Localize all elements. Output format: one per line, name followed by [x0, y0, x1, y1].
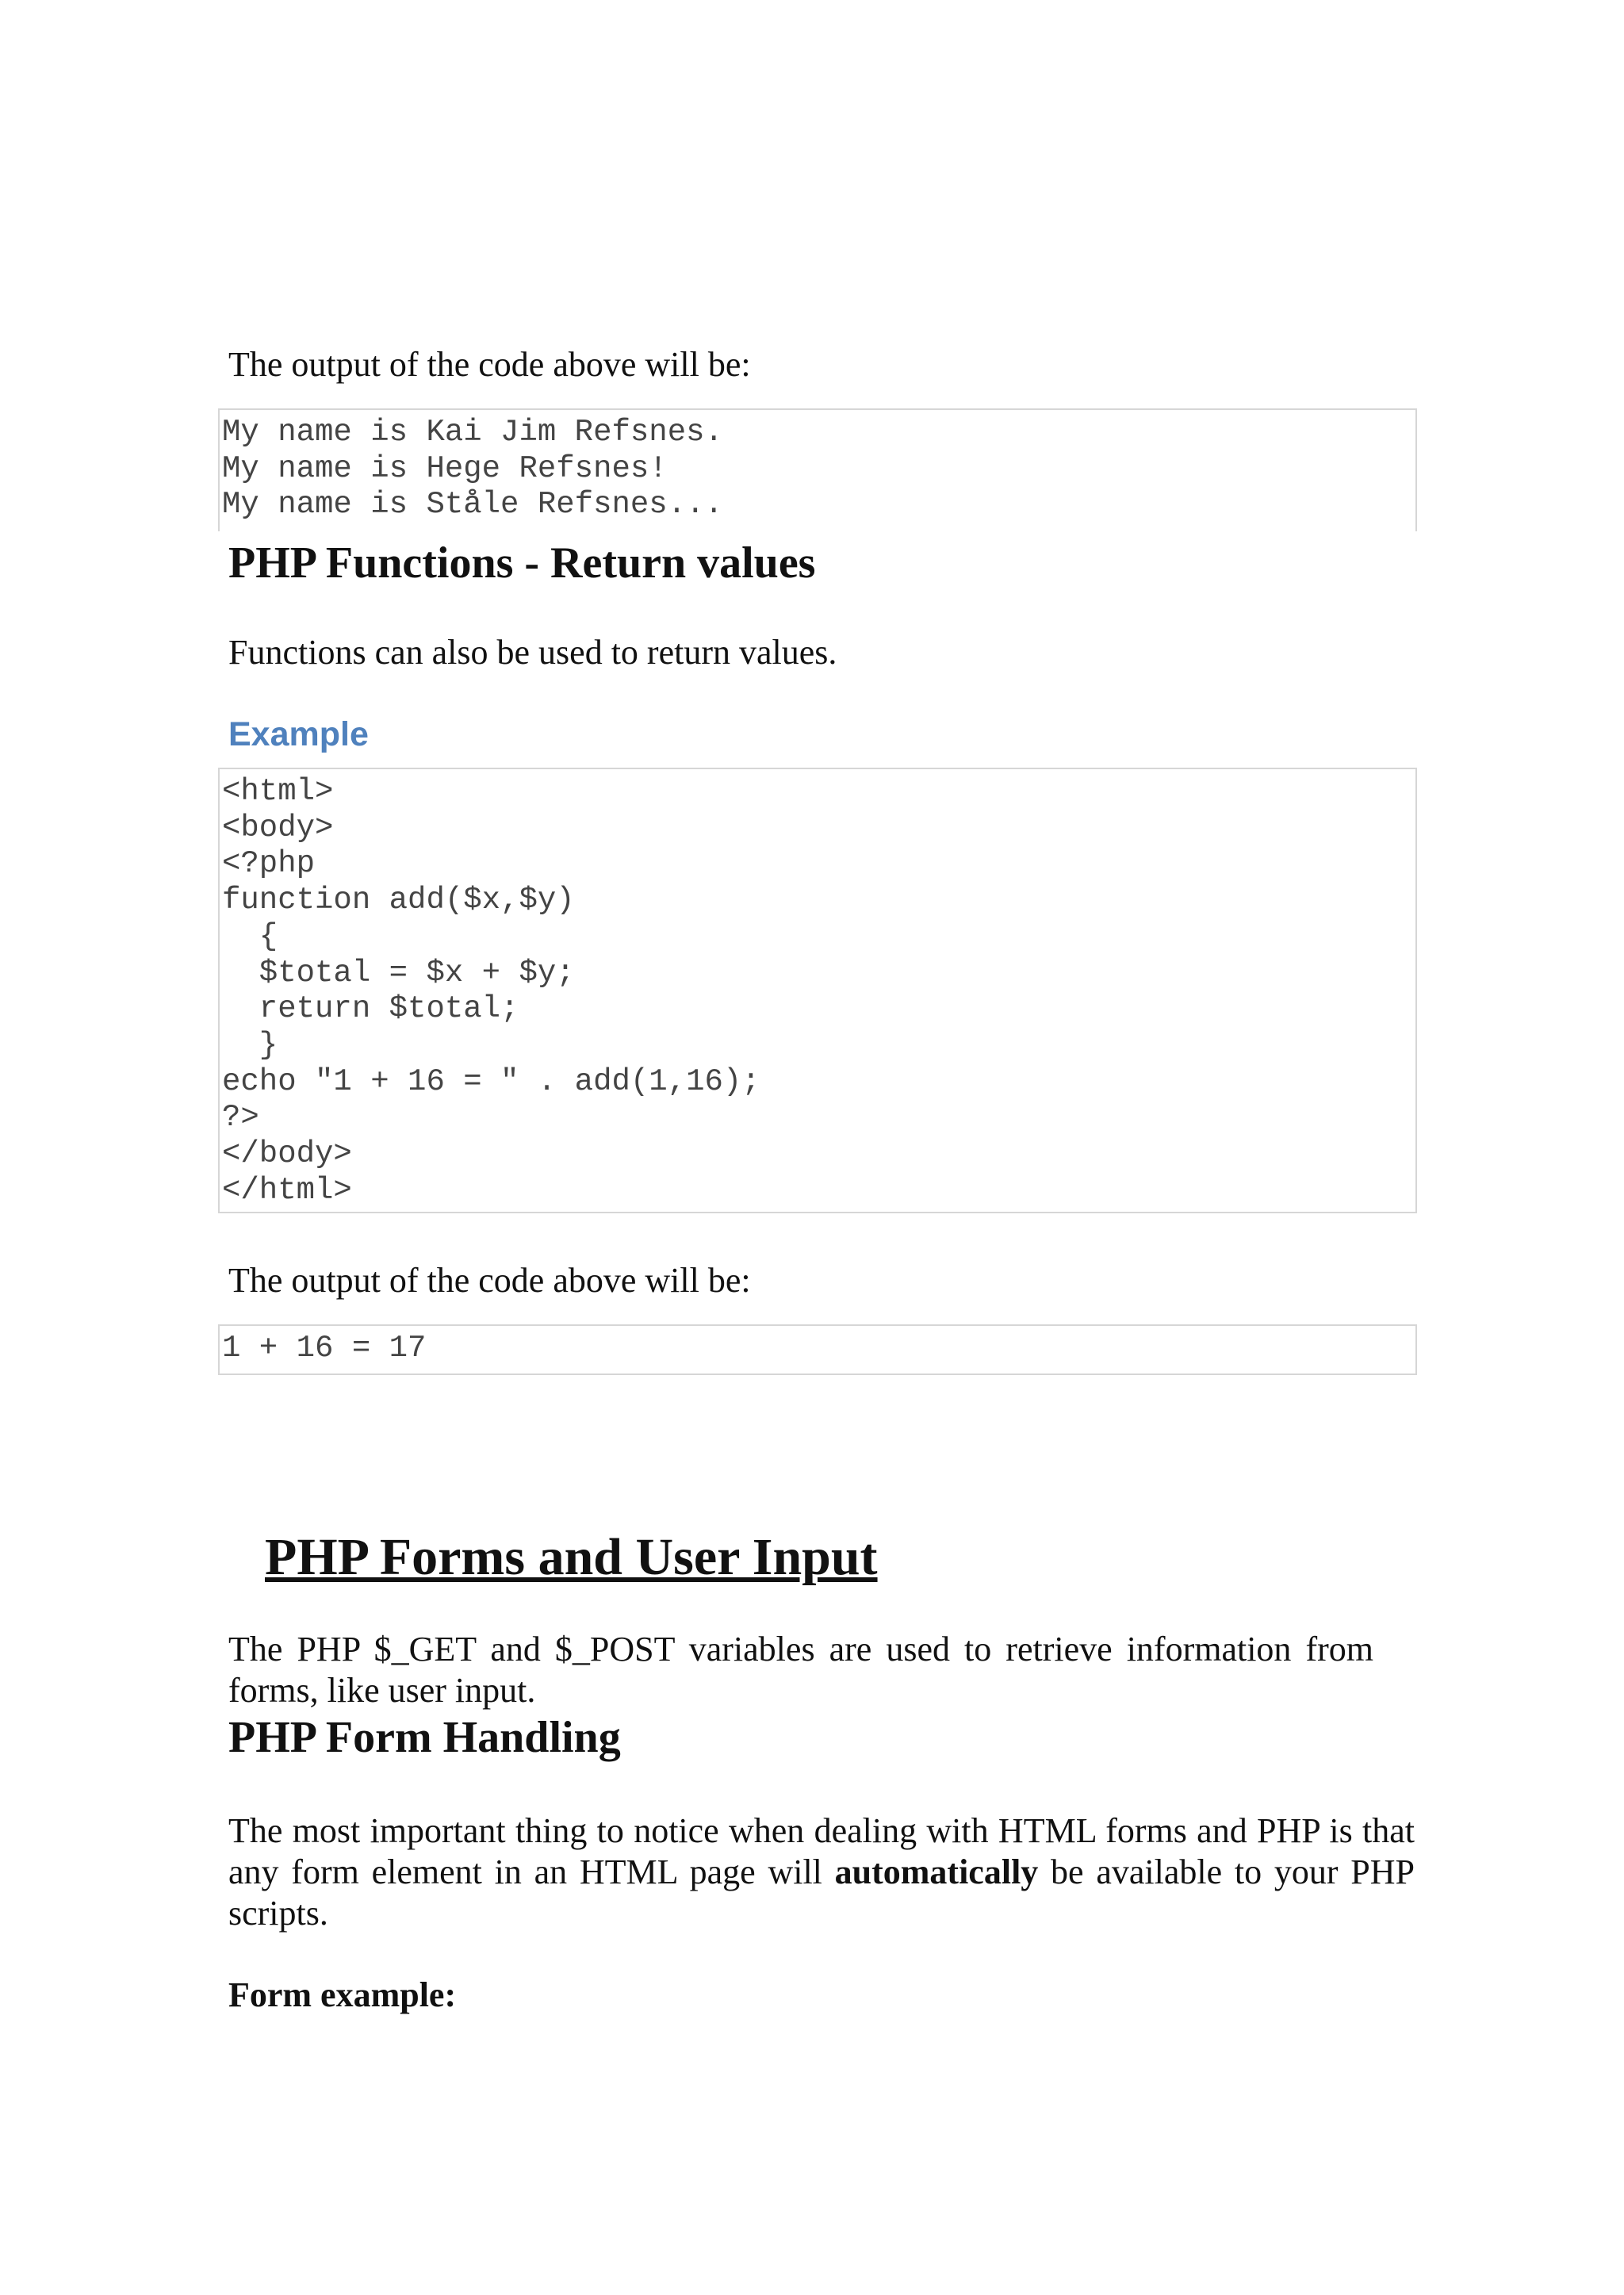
code-line: return $total;: [222, 991, 519, 1027]
form-example-label: Form example:: [228, 1975, 457, 2014]
section-title-forms: PHP Forms and User Input: [265, 1528, 878, 1586]
code-line: function add($x,$y): [222, 883, 575, 918]
example-code-block: [218, 768, 1417, 1213]
output-intro-text: The output of the code above will be:: [228, 345, 751, 384]
code-line: <body>: [222, 810, 334, 845]
output-intro-text-2: The output of the code above will be:: [228, 1261, 751, 1300]
form-handling-paragraph: [228, 1810, 1415, 1934]
return-values-intro: Functions can also be used to return values.: [228, 633, 837, 672]
output-line: My name is Ståle Refsnes...: [222, 487, 723, 523]
code-line: <html>: [222, 774, 334, 809]
emphasis-text: automatically: [834, 1852, 1039, 1891]
output-line: My name is Hege Refsnes!: [222, 450, 668, 486]
paragraph-text: The most important thing to notice when dealing with HTML forms and PHP is that any form element in an HTML page will: [228, 1811, 1415, 1891]
code-line: }: [222, 1027, 278, 1063]
output-line: My name is Kai Jim Refsnes.: [222, 415, 723, 450]
output-line: 1 + 16 = 17: [222, 1331, 427, 1366]
code-line: <?php: [222, 846, 316, 882]
subheading-form-handling: PHP Form Handling: [228, 1713, 621, 1762]
code-line: ?>: [222, 1100, 259, 1136]
forms-intro-paragraph: The PHP $_GET and $_POST variables are used to retrieve information from forms, like user input.: [228, 1630, 1373, 1710]
code-line: $total = $x + $y;: [222, 955, 575, 990]
code-line: </body>: [222, 1136, 352, 1172]
paragraph-text: be available to your PHP scripts.: [228, 1852, 1415, 1933]
code-line: </html>: [222, 1172, 352, 1208]
section-heading-return-values: PHP Functions - Return values: [228, 538, 816, 588]
code-line: {: [222, 918, 278, 954]
output-code-block: [218, 408, 1417, 531]
output-code-block-2: [218, 1324, 1417, 1375]
example-label: Example: [228, 715, 369, 753]
code-line: echo "1 + 16 = " . add(1,16);: [222, 1063, 760, 1099]
